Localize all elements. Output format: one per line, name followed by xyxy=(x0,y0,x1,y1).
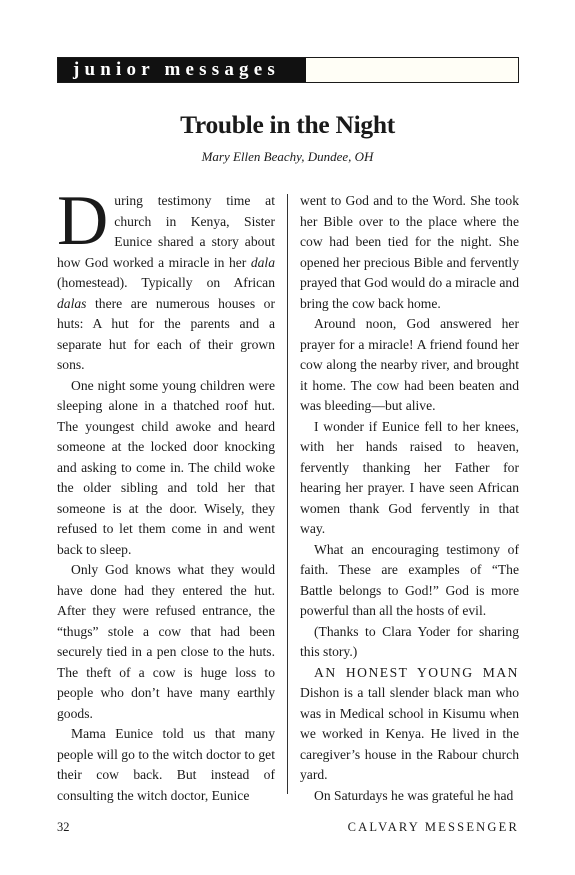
section-label: junior messages xyxy=(58,58,306,82)
article-title: Trouble in the Night xyxy=(180,110,395,139)
paragraph-3: Only God knows what they would have done had they entered the hut. After they were refused entrance, the “thugs” stole a cow that had been securely tied in a pen close to the huts. The theft of a cow is huge loss to people who don’t have many earthly goods. xyxy=(57,562,275,721)
paragraph-5: went to God and to the Word. She took her Bible over to the place where the cow had been tied for the night. She opened her precious Bible and fervently prayed that God would do a miracle and bring the cow back home. xyxy=(300,193,519,311)
left-column xyxy=(57,182,275,806)
page-number: 32 xyxy=(57,820,70,834)
paragraph-10: AN HONEST YOUNG MAN Dishon is a tall slender black man who was in Medical school in Kisumu when we worked in Kenya. He lived in the caregiver’s house in the Rabour church yard. xyxy=(300,664,519,782)
paragraph-9: (Thanks to Clara Yoder for sharing this story.) xyxy=(300,623,519,659)
column-divider xyxy=(287,194,288,794)
paragraph-2: One night some young children were sleeping alone in a thatched roof hut. The youngest child awoke and heard someone at the locked door knocking and asking to come in. The child woke the older sibling and told her that someone is at the door. Wisely, they refused to let them come in and went back to sleep. xyxy=(57,377,275,557)
paragraph-7: I wonder if Eunice fell to her knees, with her hands raised to heaven, fervently thanking her Father for hearing her prayer. I have seen African women thank God fervently in that way. xyxy=(300,418,519,536)
paragraph-4: Mama Eunice told us that many people will go to the witch doctor to get their cow back. But instead of consulting the witch doctor, Eunice xyxy=(57,726,275,803)
drop-cap: D xyxy=(57,182,109,260)
paragraph-1: During testimony time at church in Kenya, Sister Eunice shared a story about how God worked a miracle in her dala (homestead). Typically on African dalas there are numerous houses or huts: A hut for the parents and a separate hut for each of their grown sons. xyxy=(57,182,275,372)
right-column xyxy=(300,191,519,806)
paragraph-8: What an encouraging testimony of faith. These are examples of “The Battle belongs to God!” God is more powerful than all the hosts of evil. xyxy=(300,541,519,618)
subheading: AN HONEST YOUNG MAN xyxy=(314,664,519,680)
paragraph-11: On Saturdays he was grateful he had xyxy=(314,787,514,803)
article-byline: Mary Ellen Beachy, Dundee, OH xyxy=(201,149,374,164)
section-banner xyxy=(57,57,519,83)
publication-name: CALVARY MESSENGER xyxy=(347,820,519,834)
paragraph-6: Around noon, God answered her prayer for a miracle! A friend found her cow along the nearby river, and brought it home. The cow had been beaten and was bleeding—but alive. xyxy=(300,316,519,413)
